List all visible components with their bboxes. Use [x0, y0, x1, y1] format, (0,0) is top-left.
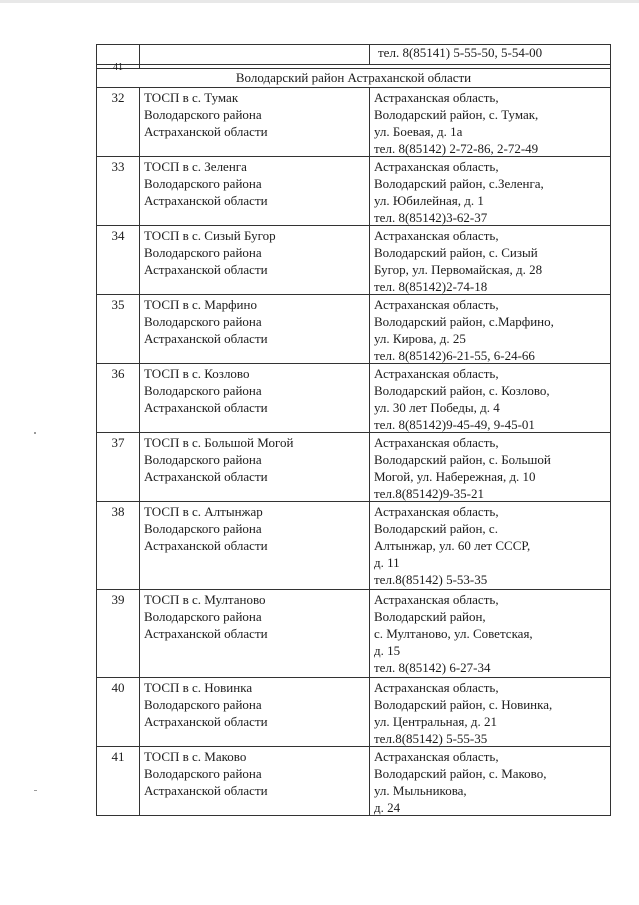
office-name: ТОСП в с. Сизый Бугор Володарского района Астраханской области [140, 226, 370, 294]
office-address: Астраханская область, Володарский район, с. Козлово, ул. 30 лет Победы, д. 4 тел. 8(85142)9-45-49, 9-45-01 [374, 366, 550, 432]
office-name: ТОСП в с. Мултаново Володарского района Астраханской области [140, 590, 370, 677]
table-row [97, 157, 610, 226]
office-name: ТОСП в с. Маково Володарского района Астраханской области [140, 747, 370, 815]
row-number: 38 [97, 502, 140, 589]
table-row [97, 502, 610, 590]
row-phone: тел. 8(85141) 5-55-50, 5-54-00 [378, 45, 543, 60]
row-number: 41 [97, 747, 140, 815]
office-address: Астраханская область, Володарский район, с.Зеленга, ул. Юбилейная, д. 1 тел. 8(85142)3-62-37 [374, 159, 544, 225]
section-title: Володарский район Астраханской области [235, 70, 472, 85]
table-row-continued [97, 45, 610, 65]
page-top-edge [0, 0, 639, 3]
office-name: ТОСП в с. Козлово Володарского района Астраханской области [140, 364, 370, 432]
office-address: Астраханская область, Володарский район, с. Мултаново, ул. Советская, д. 15 тел. 8(85142) 6-27-34 [374, 592, 533, 675]
office-name: ТОСП в с. Алтынжар Володарского района Астраханской области [140, 502, 370, 589]
row-number: 40 [97, 678, 140, 746]
table-row [97, 295, 610, 364]
office-name: ТОСП в с. Большой Могой Володарского района Астраханской области [140, 433, 370, 501]
row-number: 41 [97, 65, 140, 68]
row-number: 35 [97, 295, 140, 363]
section-title-row [97, 69, 610, 88]
office-name: ТОСП в с. Новинка Володарского района Астраханской области [140, 678, 370, 746]
office-address: Астраханская область, Володарский район, с. Сизый Бугор, ул. Первомайская, д. 28 тел. 8(85142)2-74-18 [374, 228, 543, 294]
office-address: Астраханская область, Володарский район, с. Тумак, ул. Боевая, д. 1а тел. 8(85142) 2-72-86, 2-72-49 [374, 90, 539, 156]
row-name [140, 45, 370, 64]
scan-speck [34, 432, 36, 434]
table-row [97, 678, 610, 747]
table-row [97, 88, 610, 157]
table-row [97, 747, 610, 815]
office-address: Астраханская область, Володарский район, с. Новинка, ул. Центральная, д. 21 тел.8(85142) 5-55-35 [374, 680, 553, 746]
row-spacer [140, 65, 370, 68]
office-name: ТОСП в с. Марфино Володарского района Астраханской области [140, 295, 370, 363]
table-row [97, 590, 610, 678]
table-row [97, 433, 610, 502]
row-number: 39 [97, 590, 140, 677]
row-number: 34 [97, 226, 140, 294]
office-address: Астраханская область, Володарский район, с. Алтынжар, ул. 60 лет СССР, д. 11 тел.8(85142) 5-53-35 [374, 504, 531, 587]
office-address: Астраханская область, Володарский район, с. Маково, ул. Мыльникова, д. 24 [374, 749, 547, 815]
row-number: 32 [97, 88, 140, 156]
offices-table [96, 44, 611, 816]
table-row [97, 226, 610, 295]
office-address: Астраханская область, Володарский район, с.Марфино, ул. Кирова, д. 25 тел. 8(85142)6-21-55, 6-24-66 [374, 297, 554, 363]
table-row [97, 364, 610, 433]
office-name: ТОСП в с. Зеленга Володарского района Астраханской области [140, 157, 370, 225]
scan-speck [34, 790, 37, 791]
row-spacer [370, 65, 610, 68]
office-address: Астраханская область, Володарский район, с. Большой Могой, ул. Набережная, д. 10 тел.8(85142)9-35-21 [374, 435, 551, 501]
row-number: 33 [97, 157, 140, 225]
row-number: 37 [97, 433, 140, 501]
office-name: ТОСП в с. Тумак Володарского района Астраханской области [140, 88, 370, 156]
row-number: 36 [97, 364, 140, 432]
